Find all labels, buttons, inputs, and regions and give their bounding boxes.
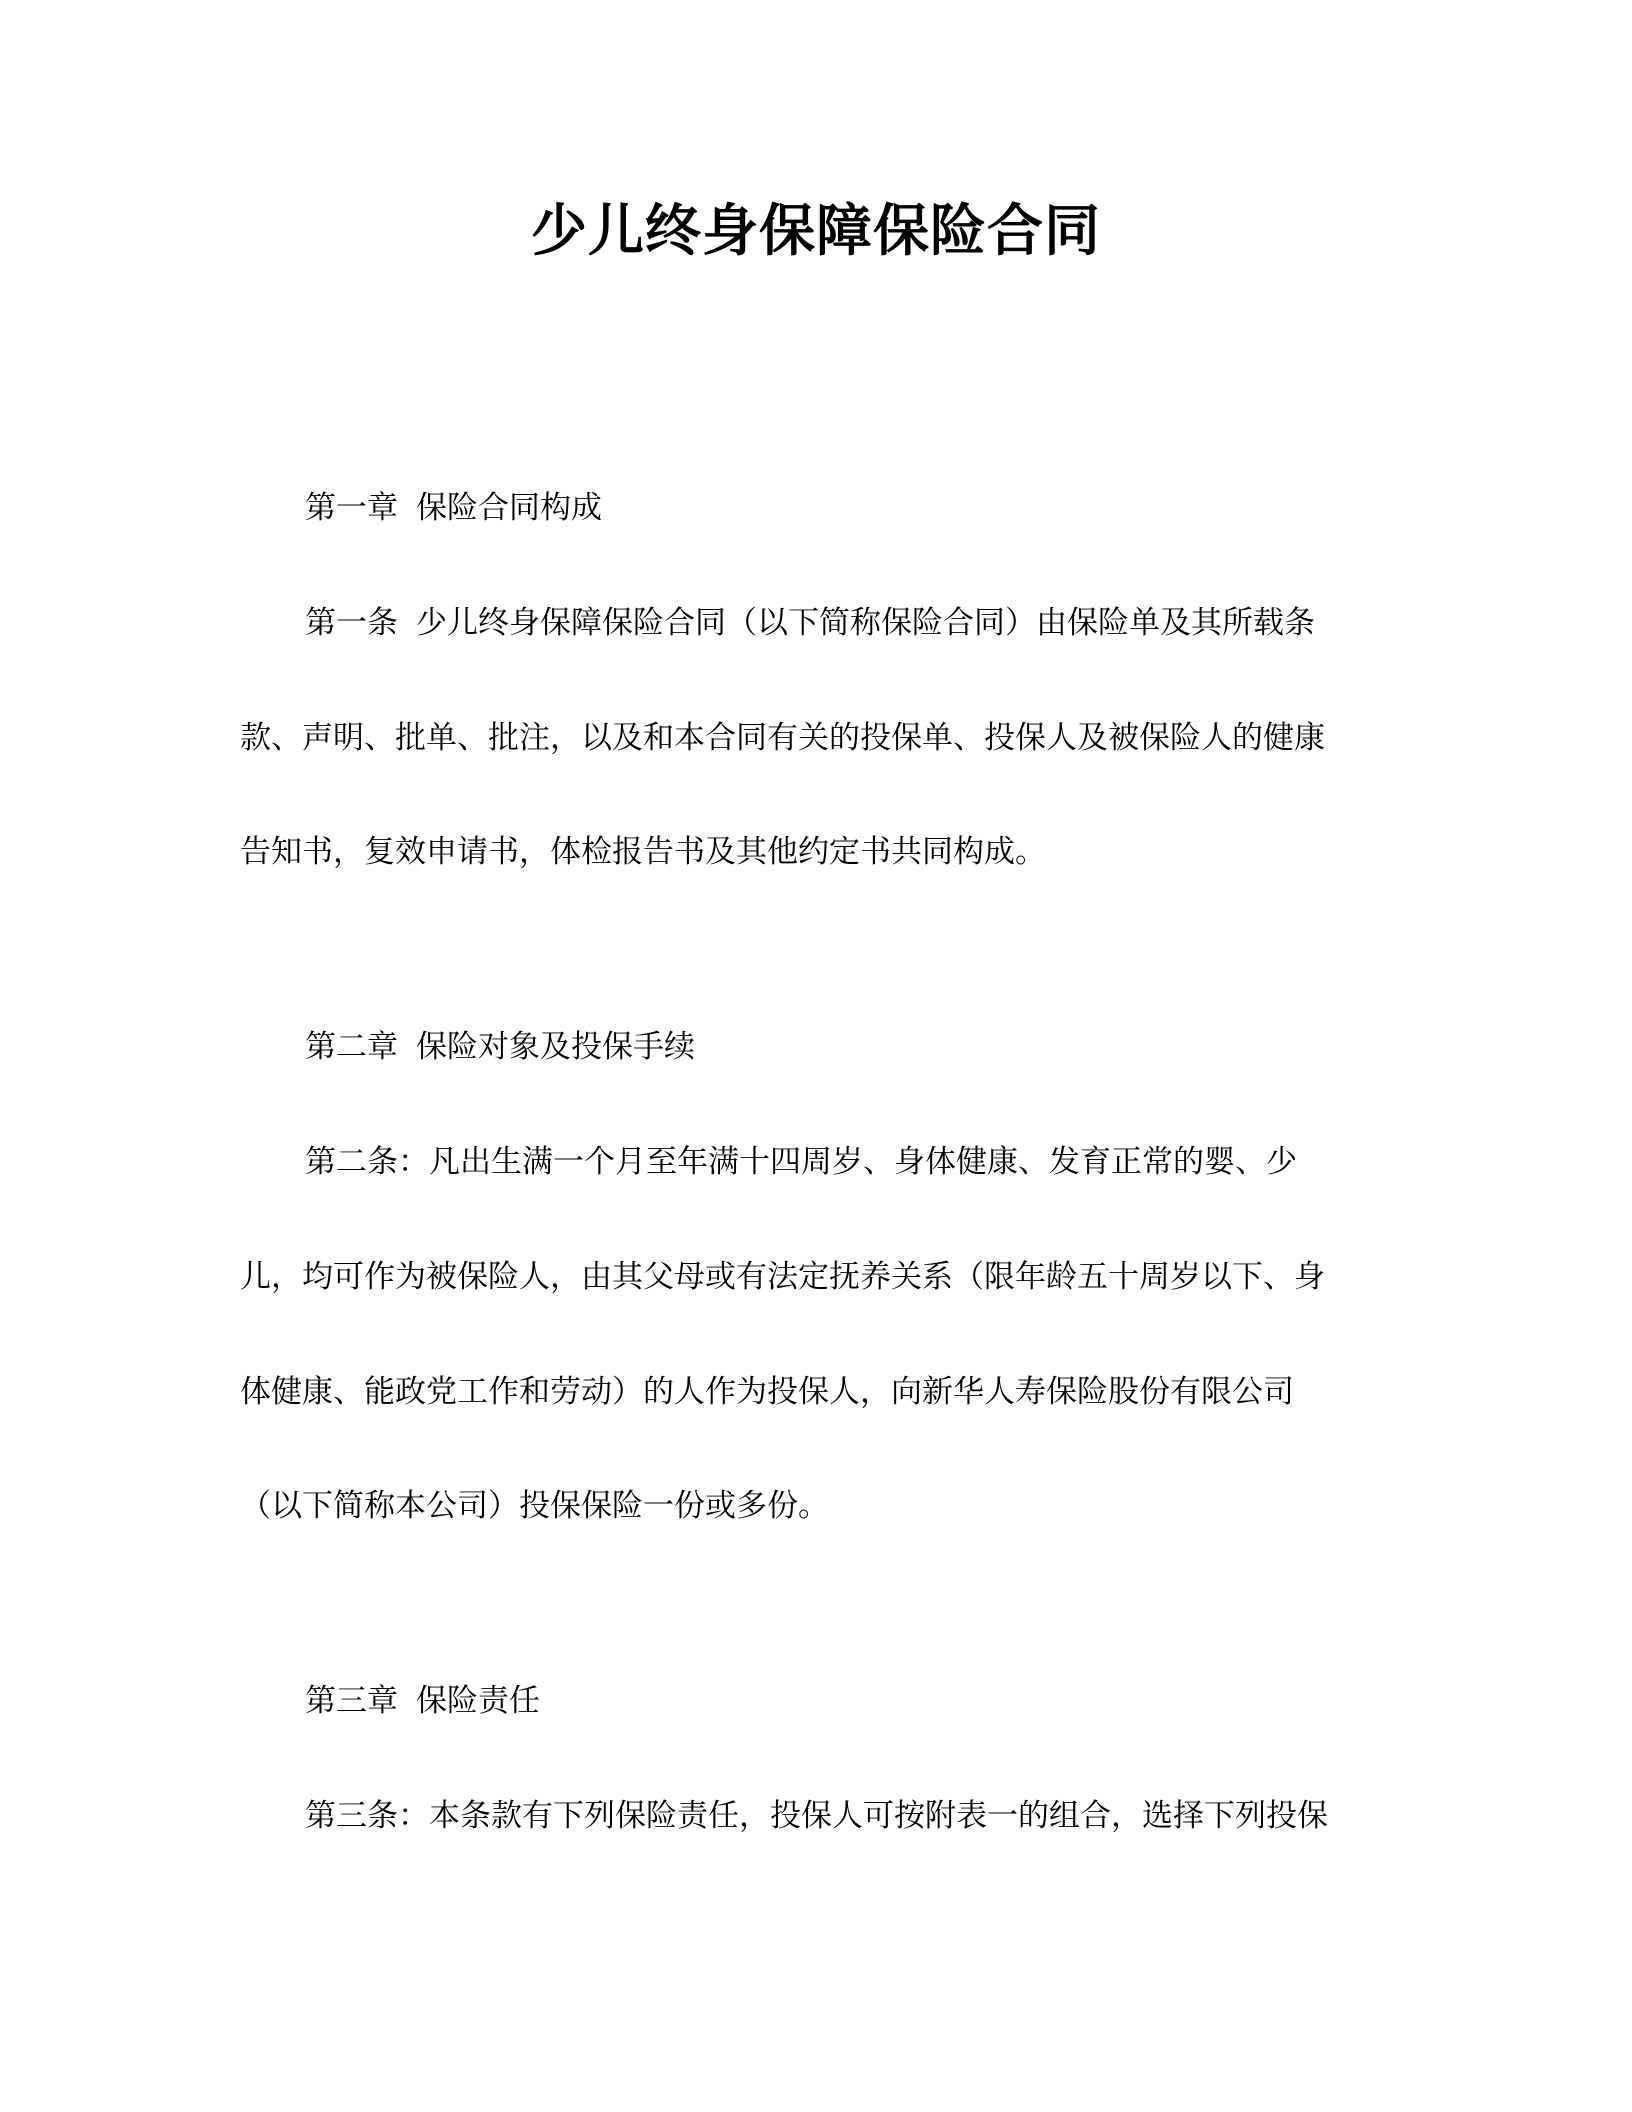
article-2-line-3: 体健康、能政党工作和劳动）的人作为投保人，向新华人寿保险股份有限公司 [240,1374,1294,1410]
article-1-label: 第一条 [305,605,398,641]
chapter-2-heading [305,1025,695,1069]
article-1-line-2: 款、声明、批单、批注，以及和本合同有关的投保单、投保人及被保险人的健康 [240,720,1325,756]
chapter-1-heading [305,486,602,530]
article-3-line-1: 第三条：本条款有下列保险责任，投保人可按附表一的组合，选择下列投保 [305,1798,1328,1834]
document-title: 少儿终身保障保险合同 [531,199,1101,264]
article-1-line-3: 告知书，复效申请书，体检报告书及其他约定书共同构成。 [240,834,1046,870]
article-2-line-2: 儿，均可作为被保险人，由其父母或有法定抚养关系（限年龄五十周岁以下、身 [240,1259,1325,1295]
chapter-2-number: 第二章 [305,1029,398,1065]
chapter-3-heading [305,1679,540,1723]
chapter-3-title: 保险责任 [416,1683,540,1719]
chapter-1-number: 第一章 [305,490,398,526]
article-2-line-4: （以下简称本公司）投保保险一份或多份。 [240,1488,829,1524]
article-1-line-1 [305,601,1315,645]
chapter-3-number: 第三章 [305,1683,398,1719]
article-2-line-1: 第二条：凡出生满一个月至年满十四周岁、身体健康、发育正常的婴、少 [305,1144,1297,1180]
chapter-1-title: 保险合同构成 [416,490,602,526]
chapter-2-title: 保险对象及投保手续 [416,1029,695,1065]
article-1-text: 少儿终身保障保险合同（以下简称保险合同）由保险单及其所载条 [416,605,1315,641]
